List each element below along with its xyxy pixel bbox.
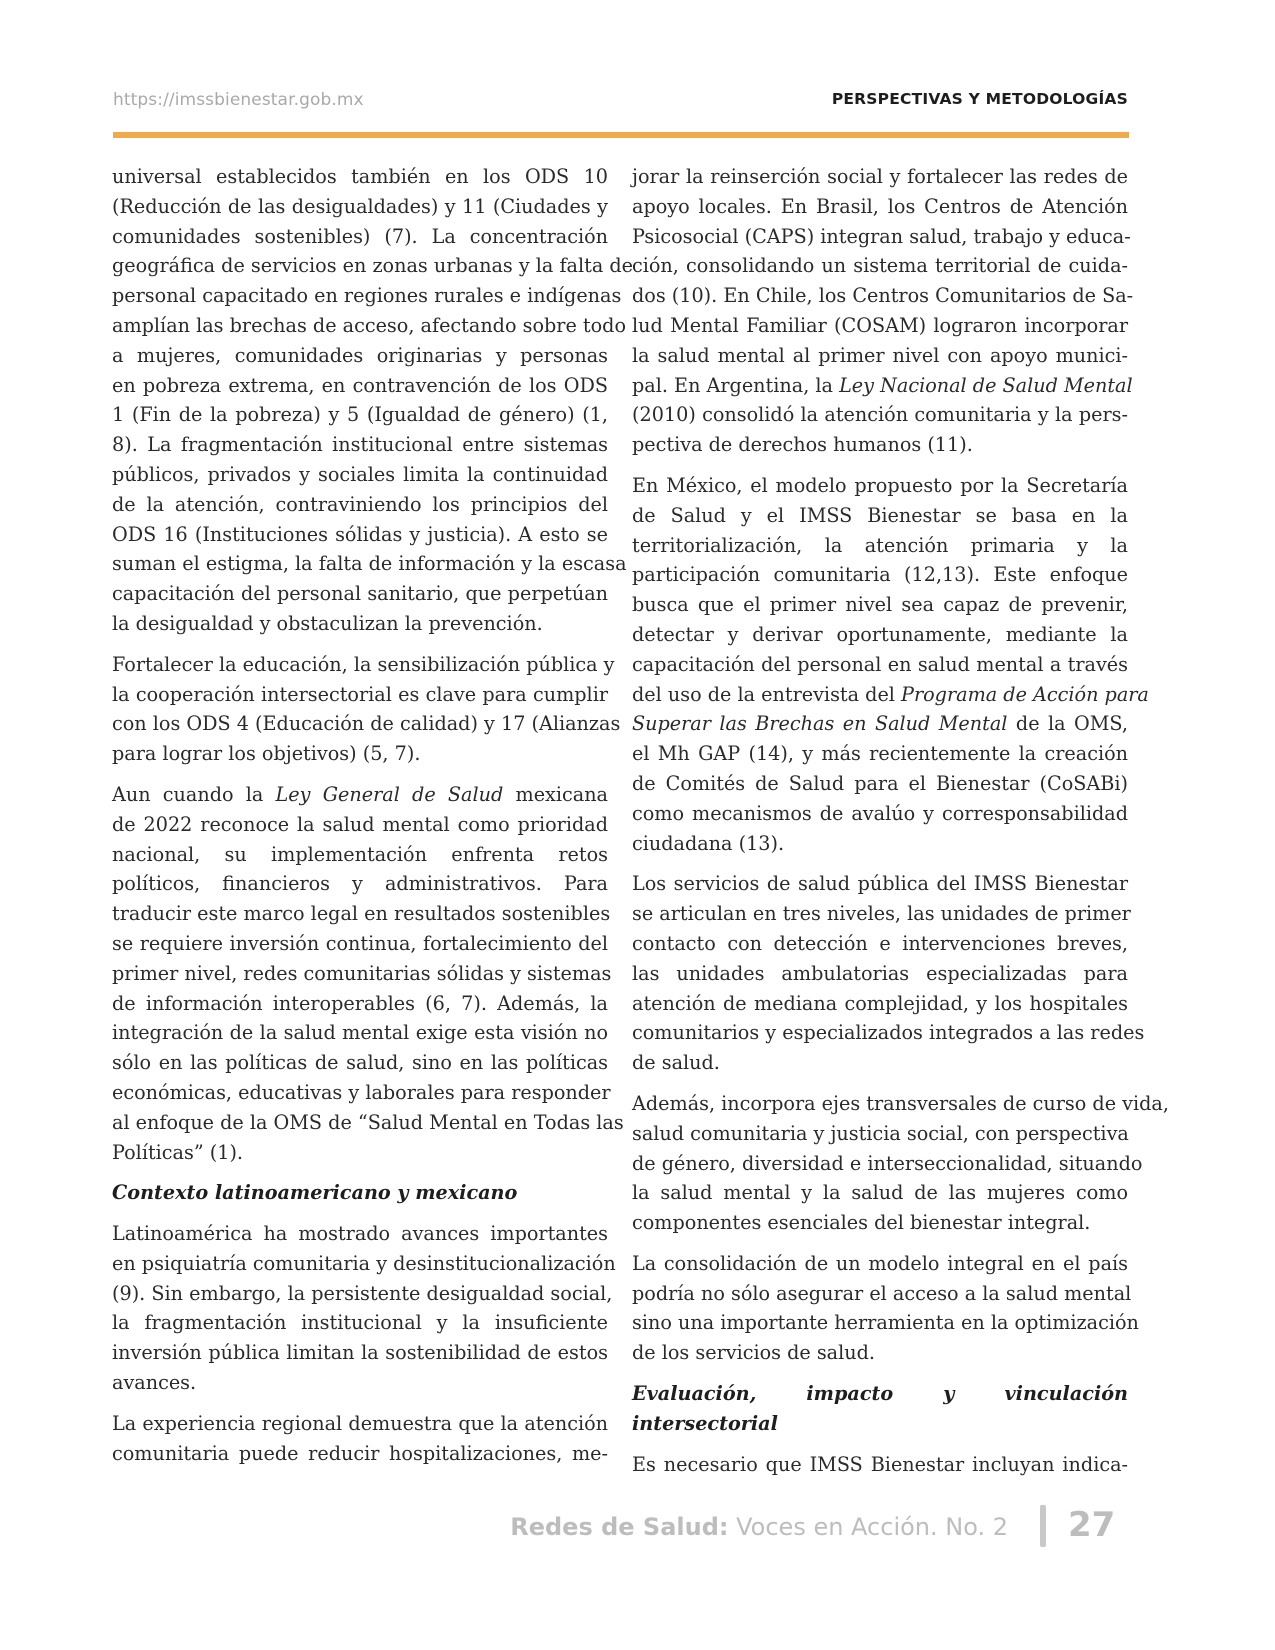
paragraph (632, 1450, 1128, 1480)
text-line: el Mh GAP (14), y más recientemente la creación (632, 742, 1128, 766)
section-heading (632, 1379, 1128, 1439)
text-line: personal capacitado en regiones rurales e indígenas (112, 284, 622, 308)
text-line: amplían las brechas de acceso, afectando sobre todo (112, 313, 627, 337)
text-line: La consolidación de un modelo integral en el país (632, 1251, 1128, 1275)
text-line: de Salud y el IMSS Bienestar se basa en la (632, 503, 1128, 527)
paragraph (632, 1249, 1139, 1368)
text-line: de la atención, contraviniendo los principios del (112, 492, 608, 516)
text-line: políticos, financieros y administrativos. Para (112, 872, 608, 896)
text-line: (2010) consolidó la atención comunitaria y la pers- (632, 403, 1128, 427)
text-line: para lograr los objetivos) (5, 7). (112, 742, 421, 766)
text-line: jorar la reinserción social y fortalecer las redes de (632, 165, 1128, 188)
text-line: apoyo locales. En Brasil, los Centros de Atención (632, 194, 1128, 218)
header-divider (113, 132, 1129, 138)
text-line: se requiere inversión continua, fortalecimiento del (112, 931, 608, 955)
text-line: se articulan en tres niveles, las unidades de primer (632, 902, 1131, 926)
text-line: nacional, su implementación enfrenta retos (112, 842, 608, 866)
text-line: Es necesario que IMSS Bienestar incluyan indica- (632, 1452, 1128, 1476)
text-line: Los servicios de salud pública del IMSS Bienestar (632, 872, 1128, 896)
header-url: https://imssbienestar.gob.mx (113, 90, 364, 110)
text-line: Además, incorpora ejes transversales de curso de vida, (632, 1091, 1169, 1115)
text-line: Políticas” (1). (112, 1140, 244, 1164)
text-line: geográfica de servicios en zonas urbanas y la falta de (112, 254, 634, 278)
text-line: como mecanismos de avalúo y corresponsabilidad (632, 801, 1128, 825)
text-line: participación comunitaria (12,13). Este enfoque (632, 563, 1128, 587)
text-line: la salud mental al primer nivel con apoyo munici- (632, 343, 1128, 367)
text-line: comunidades sostenibles) (7). La concentración (112, 224, 608, 248)
text-line: la fragmentación institucional y la insuficiente (112, 1311, 608, 1335)
text-line: comunitaria puede reducir hospitalizaciones, me- (112, 1441, 608, 1465)
page-number: 27 (1068, 1505, 1116, 1545)
text-line: territorialización, la atención primaria y la (632, 533, 1128, 557)
text-line: Fortalecer la educación, la sensibilización pública y (112, 652, 615, 676)
text-line: de información interoperables (6, 7). Además, la (112, 991, 608, 1015)
text-line: capacitación del personal sanitario, que perpetúan (112, 582, 608, 606)
footer-divider (1040, 1505, 1046, 1547)
text-line: Contexto latinoamericano y mexicano (112, 1181, 518, 1205)
text-line: podría no sólo asegurar el acceso a la salud mental (632, 1281, 1132, 1305)
text-line: En México, el modelo propuesto por la Secretaría (632, 473, 1128, 497)
text-line: pal. En Argentina, la Ley Nacional de Salud Mental (632, 373, 1133, 397)
paragraph (112, 162, 634, 639)
text-line: de Comités de Salud para el Bienestar (CoSABi) (632, 771, 1128, 795)
paragraph (632, 471, 1149, 858)
section-heading (112, 1178, 608, 1208)
text-line: 8). La fragmentación institucional entre sistemas (112, 433, 608, 457)
text-line: salud comunitaria y justicia social, con perspectiva (632, 1121, 1129, 1145)
paragraph (112, 780, 624, 1167)
text-line: busca que el primer nivel sea capaz de prevenir, (632, 593, 1128, 617)
text-line: suman el estigma, la falta de información y la escasa (112, 552, 627, 576)
text-line: ciudadana (13). (632, 831, 785, 855)
text-line: sólo en las políticas de salud, sino en las políticas (112, 1051, 608, 1075)
text-line: 1 (Fin de la pobreza) y 5 (Igualdad de género) (1, (112, 403, 608, 427)
text-line: contacto con detección e intervenciones breves, (632, 931, 1128, 955)
text-line: atención de mediana complejidad, y los hospitales (632, 991, 1128, 1015)
paragraph (632, 1089, 1169, 1238)
paragraph (632, 162, 1134, 460)
text-line: sino una importante herramienta en la optimización (632, 1311, 1139, 1335)
text-line: lud Mental Familiar (COSAM) lograron incorporar (632, 313, 1128, 337)
text-line: con los ODS 4 (Educación de calidad) y 17 (Alianzas (112, 712, 621, 736)
paragraph (112, 1219, 616, 1398)
publication-title-bold: Redes de Salud: (510, 1513, 729, 1541)
text-line: capacitación del personal en salud mental a través (632, 652, 1128, 676)
text-line: la desigualdad y obstaculizan la prevención. (112, 611, 543, 635)
text-line: económicas, educativas y laborales para responder (112, 1080, 611, 1104)
text-line: inversión pública limitan la sostenibilidad de estos (112, 1341, 608, 1365)
page-footer (0, 1505, 1275, 1555)
text-line: avances. (112, 1371, 197, 1395)
text-line: comunitarios y especializados integrados a las redes (632, 1021, 1145, 1045)
text-line: Superar las Brechas en Salud Mental de la OMS, (632, 712, 1128, 736)
text-line: (9). Sin embargo, la persistente desigualdad social, (112, 1281, 613, 1305)
publication-title (510, 1513, 1008, 1541)
text-line: al enfoque de la OMS de “Salud Mental en Todas las (112, 1110, 624, 1134)
text-line: dos (10). En Chile, los Centros Comunitarios de Sa- (632, 284, 1134, 308)
text-line: ODS 16 (Instituciones sólidas y justicia). A esto se (112, 522, 608, 546)
paragraph (632, 869, 1145, 1078)
text-line: ción, consolidando un sistema territorial de cuida- (632, 254, 1128, 278)
text-line: de salud. (632, 1051, 720, 1075)
text-line: en pobreza extrema, en contravención de los ODS (112, 373, 608, 397)
text-line: del uso de la entrevista del Programa de Acción para (632, 682, 1149, 706)
text-line: Latinoamérica ha mostrado avances importantes (112, 1222, 608, 1246)
text-line: la cooperación intersectorial es clave para cumplir (112, 682, 608, 706)
text-line: las unidades ambulatorias especializadas para (632, 961, 1128, 985)
text-line: primer nivel, redes comunitarias sólidas y sistemas (112, 961, 612, 985)
text-line: a mujeres, comunidades originarias y personas (112, 343, 608, 367)
paragraph (112, 1409, 608, 1469)
left-column (112, 162, 634, 1479)
text-line: pectiva de derechos humanos (11). (632, 433, 973, 457)
text-line: componentes esenciales del bienestar integral. (632, 1211, 1091, 1235)
text-line: Psicosocial (CAPS) integran salud, trabajo y educa- (632, 224, 1131, 248)
text-line: públicos, privados y sociales limita la continuidad (112, 462, 608, 486)
publication-title-rest: Voces en Acción. No. 2 (728, 1513, 1008, 1541)
text-line: Aun cuando la Ley General de Salud mexicana (112, 782, 608, 806)
paragraph (112, 650, 621, 769)
text-line: de los servicios de salud. (632, 1341, 876, 1365)
text-line: en psiquiatría comunitaria y desinstitucionalización (112, 1251, 616, 1275)
text-line: traducir este marco legal en resultados sostenibles (112, 902, 611, 926)
text-line: intersectorial (632, 1411, 778, 1435)
text-line: integración de la salud mental exige esta visión no (112, 1021, 608, 1045)
text-line: detectar y derivar oportunamente, mediante la (632, 622, 1128, 646)
text-line: de género, diversidad e interseccionalidad, situando (632, 1151, 1143, 1175)
text-line: (Reducción de las desigualdades) y 11 (Ciudades y (112, 194, 608, 218)
text-line: universal establecidos también en los ODS 10 (112, 165, 608, 188)
text-line: Evaluación, impacto y vinculación (632, 1382, 1128, 1406)
text-line: de 2022 reconoce la salud mental como prioridad (112, 812, 608, 836)
text-line: La experiencia regional demuestra que la atención (112, 1411, 608, 1435)
right-column (632, 162, 1169, 1490)
section-title: PERSPECTIVAS Y METODOLOGÍAS (831, 90, 1128, 108)
text-line: la salud mental y la salud de las mujeres como (632, 1181, 1128, 1205)
